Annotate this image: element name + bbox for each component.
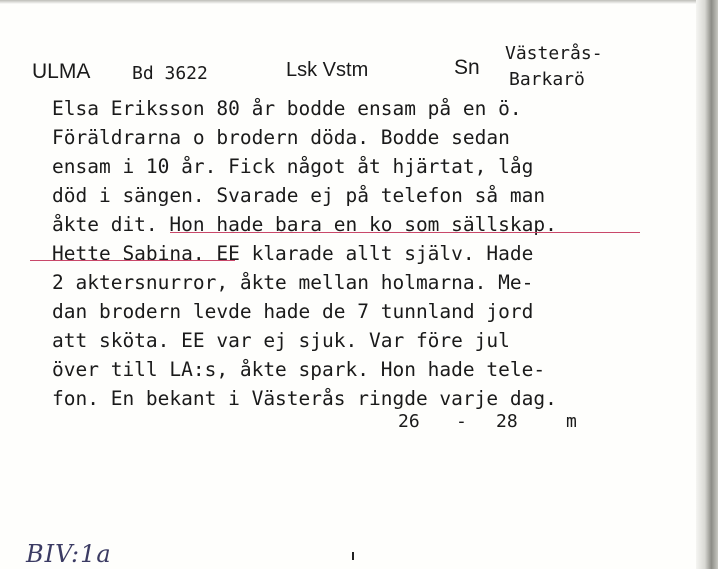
body-line: död i sängen. Svarade ej på telefon så man: [52, 184, 546, 207]
footer-range-end: 28: [496, 411, 518, 432]
body-line: 2 aktersnurror, åkte mellan holmarna. Me-: [52, 271, 534, 294]
body-line: dan brodern levde hade de 7 tunnland jord: [52, 300, 534, 323]
body-line: ensam i 10 år. Fick något åt hjärtat, låg: [52, 155, 534, 178]
body-line: Hette Sabina. EE klarade allt själv. Hade: [52, 242, 534, 265]
body-line: Elsa Eriksson 80 år bodde ensam på en ö.: [52, 97, 522, 120]
pencil-signature: BIV:1a: [26, 540, 112, 568]
ink-mark: [352, 552, 354, 560]
body-line: fon. En bekant i Västerås ringde varje dag.: [52, 387, 557, 410]
footer-unit: m: [566, 411, 577, 432]
card-right-edge: [696, 0, 718, 569]
card-body-text: [52, 94, 662, 413]
footer-dash: -: [456, 411, 467, 432]
body-line: Föräldrarna o brodern döda. Bodde sedan: [52, 126, 510, 149]
header-sn-label: Sn: [454, 56, 480, 79]
header-parish-line2: Barkarö: [509, 69, 585, 90]
handwritten-underline: [30, 260, 235, 261]
body-line: åkte dit. Hon hade bara en ko som sällskap.: [52, 213, 557, 236]
header-lsk: Lsk Vstm: [286, 59, 369, 81]
header-bd-number: Bd 3622: [132, 63, 208, 84]
header-code: ULMA: [32, 60, 91, 83]
handwritten-underline: [170, 232, 640, 233]
body-line: över till LA:s, åkte spark. Hon hade tele-: [52, 358, 546, 381]
header-parish-line1: Västerås-: [505, 43, 603, 64]
footer-range-start: 26: [398, 411, 420, 432]
body-line: att sköta. EE var ej sjuk. Var före jul: [52, 329, 510, 352]
card-top-edge: [0, 0, 718, 4]
